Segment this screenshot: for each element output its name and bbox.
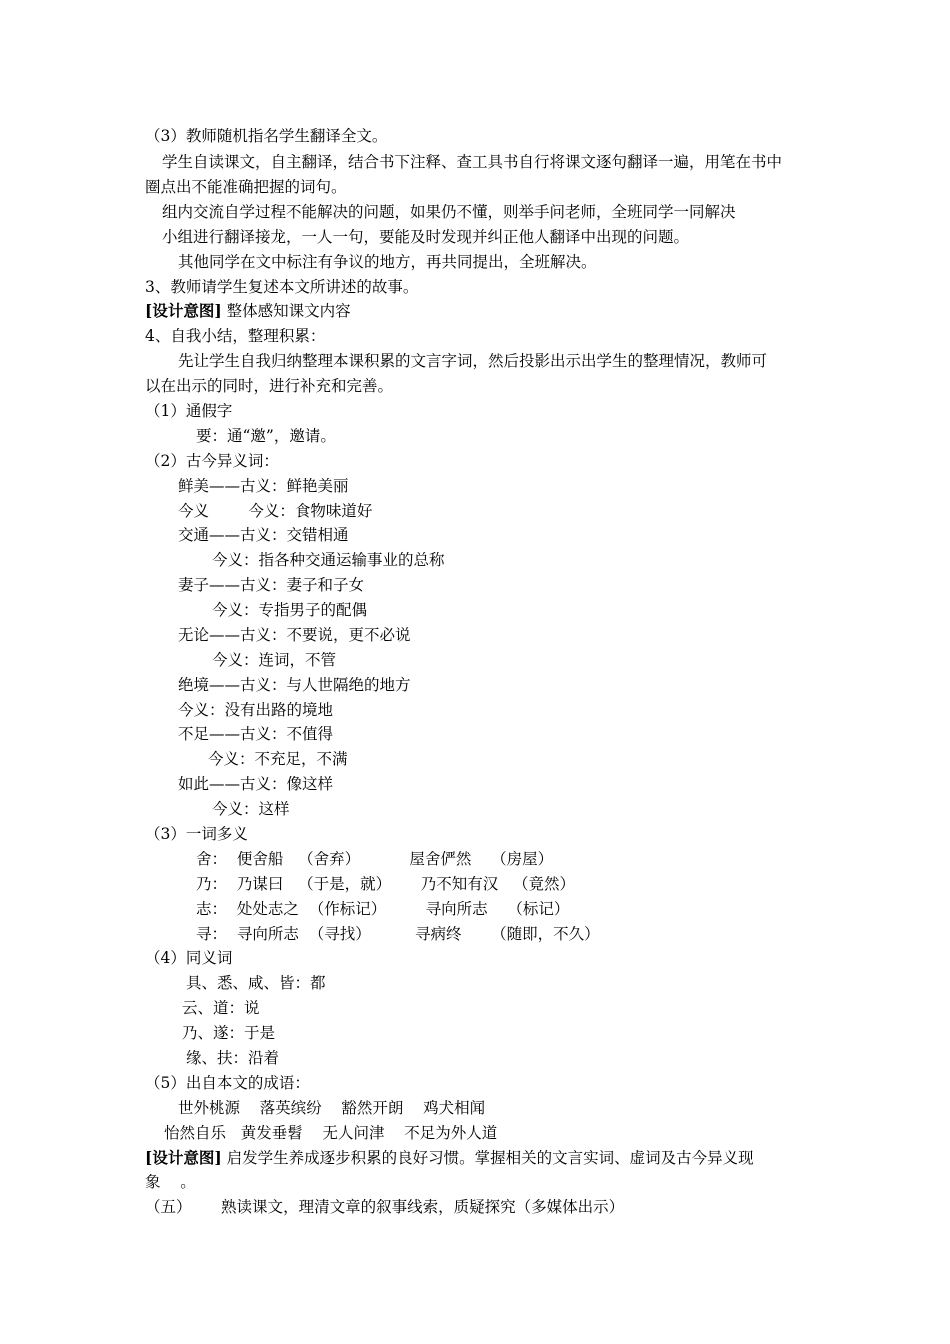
design-intent-label: [设计意图] [145, 301, 222, 320]
text-line: 无论——古义：不要说，更不必说 [178, 626, 411, 644]
text-line: 今义：专指男子的配偶 [212, 601, 368, 619]
design-intent-line: [设计意图] 启发学生养成逐步积累的良好习惯。掌握相关的文言实词、虚词及古今异义现 [145, 1148, 754, 1167]
text-line: （4）同义词 [145, 949, 233, 967]
text-line: （1）通假字 [145, 402, 233, 420]
text-line: 今义：指各种交通运输事业的总称 [212, 551, 445, 569]
text-line: 舍： 便舍船 （舍弃） 屋舍俨然 （房屋） [196, 850, 554, 868]
text-line: （2）古今异义词： [145, 452, 279, 470]
text-line: 志： 处处志之 （作标记） 寻向所志 （标记） [196, 900, 570, 918]
text-line: 世外桃源 落英缤纷 豁然开朗 鸡犬相闻 [178, 1099, 486, 1117]
design-intent-label: [设计意图] [145, 1148, 222, 1167]
text-line: 云、道：说 [182, 999, 260, 1017]
text-line: 今义：没有出路的境地 [178, 701, 334, 719]
text-line: 今义 今义：食物味道好 [178, 502, 373, 520]
text-line: 怡然自乐 黄发垂髫 无人问津 不足为外人道 [164, 1124, 498, 1142]
text-line: （3）一词多义 [145, 825, 248, 843]
text-line: （五） 熟读课文，理清文章的叙事线索，质疑探究（多媒体出示） [145, 1198, 625, 1216]
text-line: 交通——古义：交错相通 [178, 526, 349, 544]
text-line: 如此——古义：像这样 [178, 775, 334, 793]
text-line: 其他同学在文中标注有争议的地方，再共同提出，全班解决。 [178, 253, 597, 271]
text-line: 要：通“邀”，邀请。 [196, 427, 336, 445]
text-line: 今义：连词，不管 [212, 651, 337, 669]
text-line: 缘、扶：沿着 [186, 1049, 280, 1067]
text-line: 不足——古义：不值得 [178, 725, 334, 743]
text-line: 今义：这样 [212, 800, 290, 818]
text-line: 4、自我小结，整理积累： [145, 327, 326, 345]
text-line: 象 。 [145, 1173, 196, 1191]
text-line: 学生自读课文，自主翻译，结合书下注释、查工具书自行将课文逐句翻译一遍，用笔在书中 [162, 153, 783, 171]
text-line: 今义：不充足，不满 [208, 750, 348, 768]
text-line: 具、悉、咸、皆：都 [186, 974, 326, 992]
text-line: 绝境——古义：与人世隔绝的地方 [178, 676, 411, 694]
text-line: 寻： 寻向所志 （寻找） 寻病终 （随即，不久） [196, 925, 600, 943]
text-line: 妻子——古义：妻子和子女 [178, 576, 365, 594]
text-line: 以在出示的同时，进行补充和完善。 [145, 377, 394, 395]
text-line: 3、教师请学生复述本文所讲述的故事。 [145, 278, 419, 296]
text-line: 组内交流自学过程不能解决的问题，如果仍不懂，则举手问老师，全班同学一同解决 [162, 203, 736, 221]
text-line: （3）教师随机指名学生翻译全文。 [145, 127, 388, 145]
design-intent-line: [设计意图] 整体感知课文内容 [145, 301, 351, 320]
text-line: 乃： 乃谋曰 （于是，就） 乃不知有汉 （竟然） [196, 875, 575, 893]
text-line: 鲜美——古义：鲜艳美丽 [178, 477, 349, 495]
text-line: 乃、遂：于是 [182, 1024, 276, 1042]
text-line: 圈点出不能准确把握的词句。 [145, 178, 347, 196]
text-line: 先让学生自我归纳整理本课积累的文言字词，然后投影出示出学生的整理情况，教师可 [178, 352, 768, 370]
text-line: 小组进行翻译接龙，一人一句，要能及时发现并纠正他人翻译中出现的问题。 [162, 228, 690, 246]
text-line: （5）出自本文的成语： [145, 1074, 310, 1092]
